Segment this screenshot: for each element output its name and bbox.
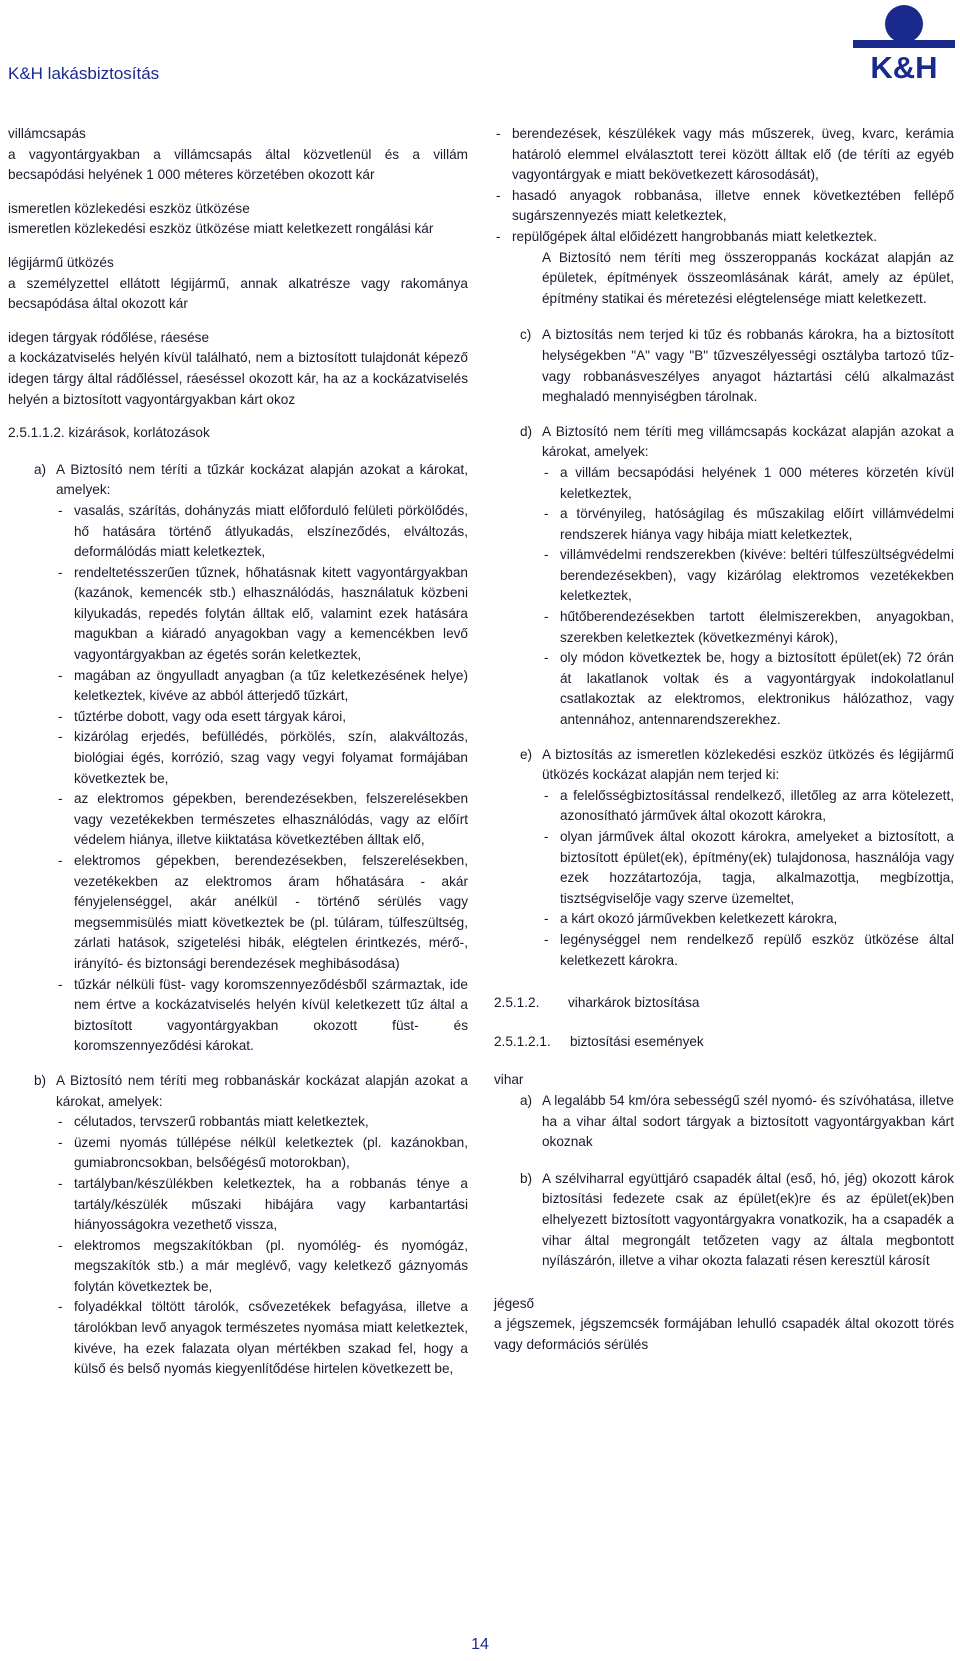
- jeges-block: [494, 1294, 954, 1356]
- definition-text: a jégszemek, jégszemcsék formájában lehulló csapadék által okozott törés vagy deformációs sérülés: [494, 1316, 954, 1352]
- list-item: - vasalás, szárítás, dohányzás miatt előforduló felületi pörkölődés, hő hatására történő átlyukadás, elszíneződés, elváltozás, deformálódás miatt keletkeztek,: [56, 501, 468, 563]
- list-item: - elektromos megszakítókban (pl. nyomólég- és nyomógáz, megszakítók stb.) a már meglévő, vagy keletkező gáznyomás folytán következtek be,: [56, 1236, 468, 1298]
- subsection-title: viharkárok biztosítása: [568, 995, 700, 1011]
- definition-text: a személyzettel ellátott légijármű, annak alkatrésze vagy rakománya becsapódása által okozott kár: [8, 275, 468, 312]
- exclusion-a: [8, 460, 468, 1057]
- item-label: a): [34, 461, 47, 477]
- vihar-item-b: [494, 1169, 954, 1272]
- item-text: A legalább 54 km/óra sebességű szél nyomó- és szívóhatása, illetve ha a vihar által sodort tárgyak a biztosított vagyontárgyakban kárt okoznak: [542, 1092, 954, 1150]
- kh-logo: [853, 4, 955, 84]
- list-item: - tartályban/készülékben keletkeztek, ha a robbanás tényе a tartály/készülék műszaki hibájára vagy karbantartási hiányosságokra vezethető vissza,: [56, 1174, 468, 1236]
- list-item: - a villám becsapódási helyének 1 000 méteres körzetén kívül keletkeztek,: [542, 463, 954, 504]
- item-label: b): [520, 1170, 533, 1186]
- list-item: - folyadékkal töltött tárolók, csővezetékek befagyása, illetve a tárolókban levő anyagok természetes nyomása miatt keletkeztek, kivéve, ha ezek falazata olyan mértékben szakad fel, hogy a külső és belső nyomás kiegyenlítődése hirtelen következett be,: [56, 1297, 468, 1379]
- item-intro: A biztosítás az ismeretlen közlekedési eszköz ütközés és légijármű ütközés kockázat alapján nem terjed ki:: [542, 746, 954, 783]
- item-label: d): [520, 423, 533, 439]
- item-label: b): [34, 1072, 47, 1088]
- left-column: [8, 124, 468, 1394]
- subsection-number: 2.5.1.2.1.: [494, 1033, 551, 1049]
- item-intro: A Biztosító nem téríti meg villámcsapás kockázat alapján azokat a károkat, amelyek:: [542, 423, 954, 460]
- section-title: kizárások, korlátozások: [68, 425, 210, 441]
- exclusion-e: [494, 745, 954, 972]
- list-item: - tűztérbe dobott, vagy oda esett tárgyak károi,: [56, 707, 468, 728]
- list-item: - repülőgépek által előidézett hangrobbanás miatt keletkeztek.: [494, 227, 954, 248]
- list-item: - hűtőberendezésekben tartott élelmiszerekben, anyagokban, szerekben keletkeztek (következményi károk),: [542, 607, 954, 648]
- item-label: c): [520, 327, 532, 343]
- list-item: - olyan járművek által okozott károkra, amelyeket a biztosított, a biztosított épület(ek), építmény(ek) tulajdonosa, használója vagy ezek hozzátartozója, tagja, alkalmazottja, megbízottja, tisztségviselője vagy szerve üzemeltet,: [542, 827, 954, 909]
- list-item: - elektromos gépekben, berendezésekben, felszerelésekben, vezetékekben az elektromos áram hőhatására - akár fényjelenséggel, akár anélkül - történő sérülés vagy megsemmisülés miatt következtek be (pl. túláram, túlfeszültség, zárlati hatások, szigetelési hibák, elégtelen érintkezés, mérő-, irányító- és biztonsági berendezések meghibásodása): [56, 851, 468, 975]
- item-text: A biztosítás nem terjed ki tűz és robbanás károkra, ha a biztosított helységekben "A" vagy "B" tűzveszélyességi osztályba tartozó tűz- vagy robbanásveszélyes anyagot háztartási célú alkalmazást meghaladó mennyiségben tárolnak.: [542, 327, 954, 405]
- definition-term: villámcsapás: [8, 126, 86, 141]
- item-intro: A Biztosító nem téríti meg robbanáskár kockázat alapján azokat a károkat, amelyek:: [56, 1072, 468, 1109]
- bullet-list: [56, 1112, 468, 1380]
- subsection-heading: [494, 1032, 954, 1053]
- svg-text:K&H: K&H: [870, 50, 938, 84]
- definition-text: a vagyontárgyakban a villámcsapás által közvetlenül és a villám becsapódási helyének 1 000 méteres körzetében okozott kár: [8, 146, 468, 183]
- list-item: - magában az öngyulladt anyagban (a tűz keletkezésének helye) keletkeztek, kivéve az abból átterjedő tűzkárt,: [56, 666, 468, 707]
- list-item: - kizárólag erjedés, befüllédés, pörkölés, szín, alakváltozás, biológiai égés, korrózió, szag vagy vegyi folyamat formájában következtek be,: [56, 727, 468, 789]
- list-item: - a kárt okozó járművekben keletkezett károkra,: [542, 909, 954, 930]
- right-column: [494, 124, 954, 1355]
- definition-ismeretlen-kozlekedesi: [8, 199, 468, 240]
- bullet-list: [56, 501, 468, 1057]
- list-item: - a törvényileg, hatóságilag és műszakilag előírt villámvédelmi rendszerek hiánya vagy hibája miatt keletkeztek,: [542, 504, 954, 545]
- vihar-block: [494, 1070, 954, 1271]
- list-item: - legénységgel nem rendelkező repülő eszköz ütközése által keletkezett károkra.: [542, 930, 954, 971]
- vihar-item-a: [494, 1091, 954, 1153]
- item-intro: A Biztosító nem téríti a tűzkár kockázat alapján azokat a károkat, amelyek:: [56, 461, 468, 498]
- list-item: - hasadó anyagok robbanása, illetve ennek következtében fellépő sugárszennyezés miatt keletkeztek,: [494, 186, 954, 227]
- document-title: K&H lakásbiztosítás: [8, 64, 160, 83]
- definition-legijarmu: [8, 253, 468, 315]
- list-item: - célutados, tervszerű robbantás miatt keletkeztek,: [56, 1112, 468, 1133]
- exclusion-b: [8, 1071, 468, 1380]
- definition-villamcsapas: [8, 124, 468, 186]
- bullet-list: [542, 463, 954, 731]
- definition-text: ismeretlen közlekedési eszköz ütközése miatt keletkezett rongálási kár: [8, 221, 434, 237]
- definition-term: vihar: [494, 1072, 524, 1088]
- list-item: - villámvédelmi rendszerekben (kivéve: beltéri túlfeszültségvédelmi berendezésekben), vagy kizárólag elektromos vezetékekben keletkeztek,: [542, 545, 954, 607]
- subsection-heading: [494, 993, 954, 1014]
- collapse-paragraph: A Biztosító nem téríti meg összeroppanás kockázat alapján az épületek, építmények összeomlásának kárát, amely az épület, építmény statikai és méretezési elégtelensége miatt keletkezett.: [542, 249, 954, 306]
- bullet-list: [542, 786, 954, 971]
- definition-idegen-targyak: [8, 328, 468, 410]
- item-label: e): [520, 746, 533, 762]
- definition-term: idegen tárgyak ródőlése, ráesése: [8, 329, 210, 345]
- definition-text: a kockázatviselés helyén kívül található, nem a biztosított tulajdonát képező idegen tárgy által rádőléssel, ráeséssel okozott kár, ha az a kockázatviselés helyén a biztosított vagyontárgyakban kárt okoz: [8, 350, 468, 407]
- exclusion-d: [494, 422, 954, 731]
- section-number: 2.5.1.1.2.: [8, 425, 65, 441]
- continued-bullet-list: [494, 124, 954, 248]
- list-item: - a felelősségbiztosítással rendelkező, illetőleg az arra kötelezett, azonosítható járművek által okozott károkra,: [542, 786, 954, 827]
- list-item: - az elektromos gépekben, berendezésekben, felszerelésekben vagy vezetékekben természetes elhasználódás, vagy az előírt védelem hiánya, illetve kiiktatása következtében álltak elő,: [56, 789, 468, 851]
- list-item: - oly módon következtek be, hogy a biztosított épület(ek) 72 órán át lakatlanok voltak és a vagyontárgyak indokolatlanul csatlakoztak az elektromos, elektronikus hálózathoz, vagy antennához, antennarendszerekhez.: [542, 648, 954, 730]
- item-label: a): [520, 1092, 533, 1108]
- item-text: A szélviharral együttjáró csapadék által (eső, hó, jég) okozott károk biztosítási fedezete csak az épület(ek)re és az épület(ek)ben elhelyezett biztosított vagyontárgyakra vonatkozik, ha a csapadék a vihar által megrongált tetőzeten vagy az általa megbontott nyílászárón, illetve a vihar okozta falazati résen keresztül károsít: [542, 1170, 954, 1269]
- exclusion-c: [494, 325, 954, 407]
- subsection-title: biztosítási események: [570, 1033, 704, 1049]
- page-number: 14: [471, 1636, 489, 1653]
- definition-term: légijármű ütközés: [8, 254, 114, 270]
- subsection-number: 2.5.1.2.: [494, 995, 540, 1011]
- list-item: - üzemi nyomás túllépése nélkül keletkeztek (pl. kazánokban, gumiabroncsokban, belsőégésű motorokban),: [56, 1133, 468, 1174]
- list-item: - berendezések, készülékek vagy más műszerek, üveg, kvarc, kerámia határoló elemmel elválasztott terei között álltak elő (de téríti az egyéb vagyontárgyak e miatt bekövetkezett károsodását),: [494, 124, 954, 186]
- definition-term: ismeretlen közlekedési eszköz ütközése: [8, 200, 250, 216]
- section-heading: [8, 423, 468, 444]
- list-item: - tűzkár nélküli füst- vagy koromszennyeződésből származtak, ide nem értve a kockázatviselés helyén kívül keletkezett tűz által a biztosított vagyontárgyakban okozott füst- és koromszennyeződési károkat.: [56, 975, 468, 1057]
- definition-term: jégeső: [494, 1295, 535, 1311]
- list-item: - rendeltetésszerűen tűznek, hőhatásnak kitett vagyontárgyakban (kazánok, kemencék stb.) elhasználódás, használatuk közbeni kilyukadás, repedés folytán álltak elő, valamint ezek hatására magukban a kiáradó anyagokban vagy a kemencékben levő vagyontárgyakban az égetés során keletkeztek,: [56, 563, 468, 666]
